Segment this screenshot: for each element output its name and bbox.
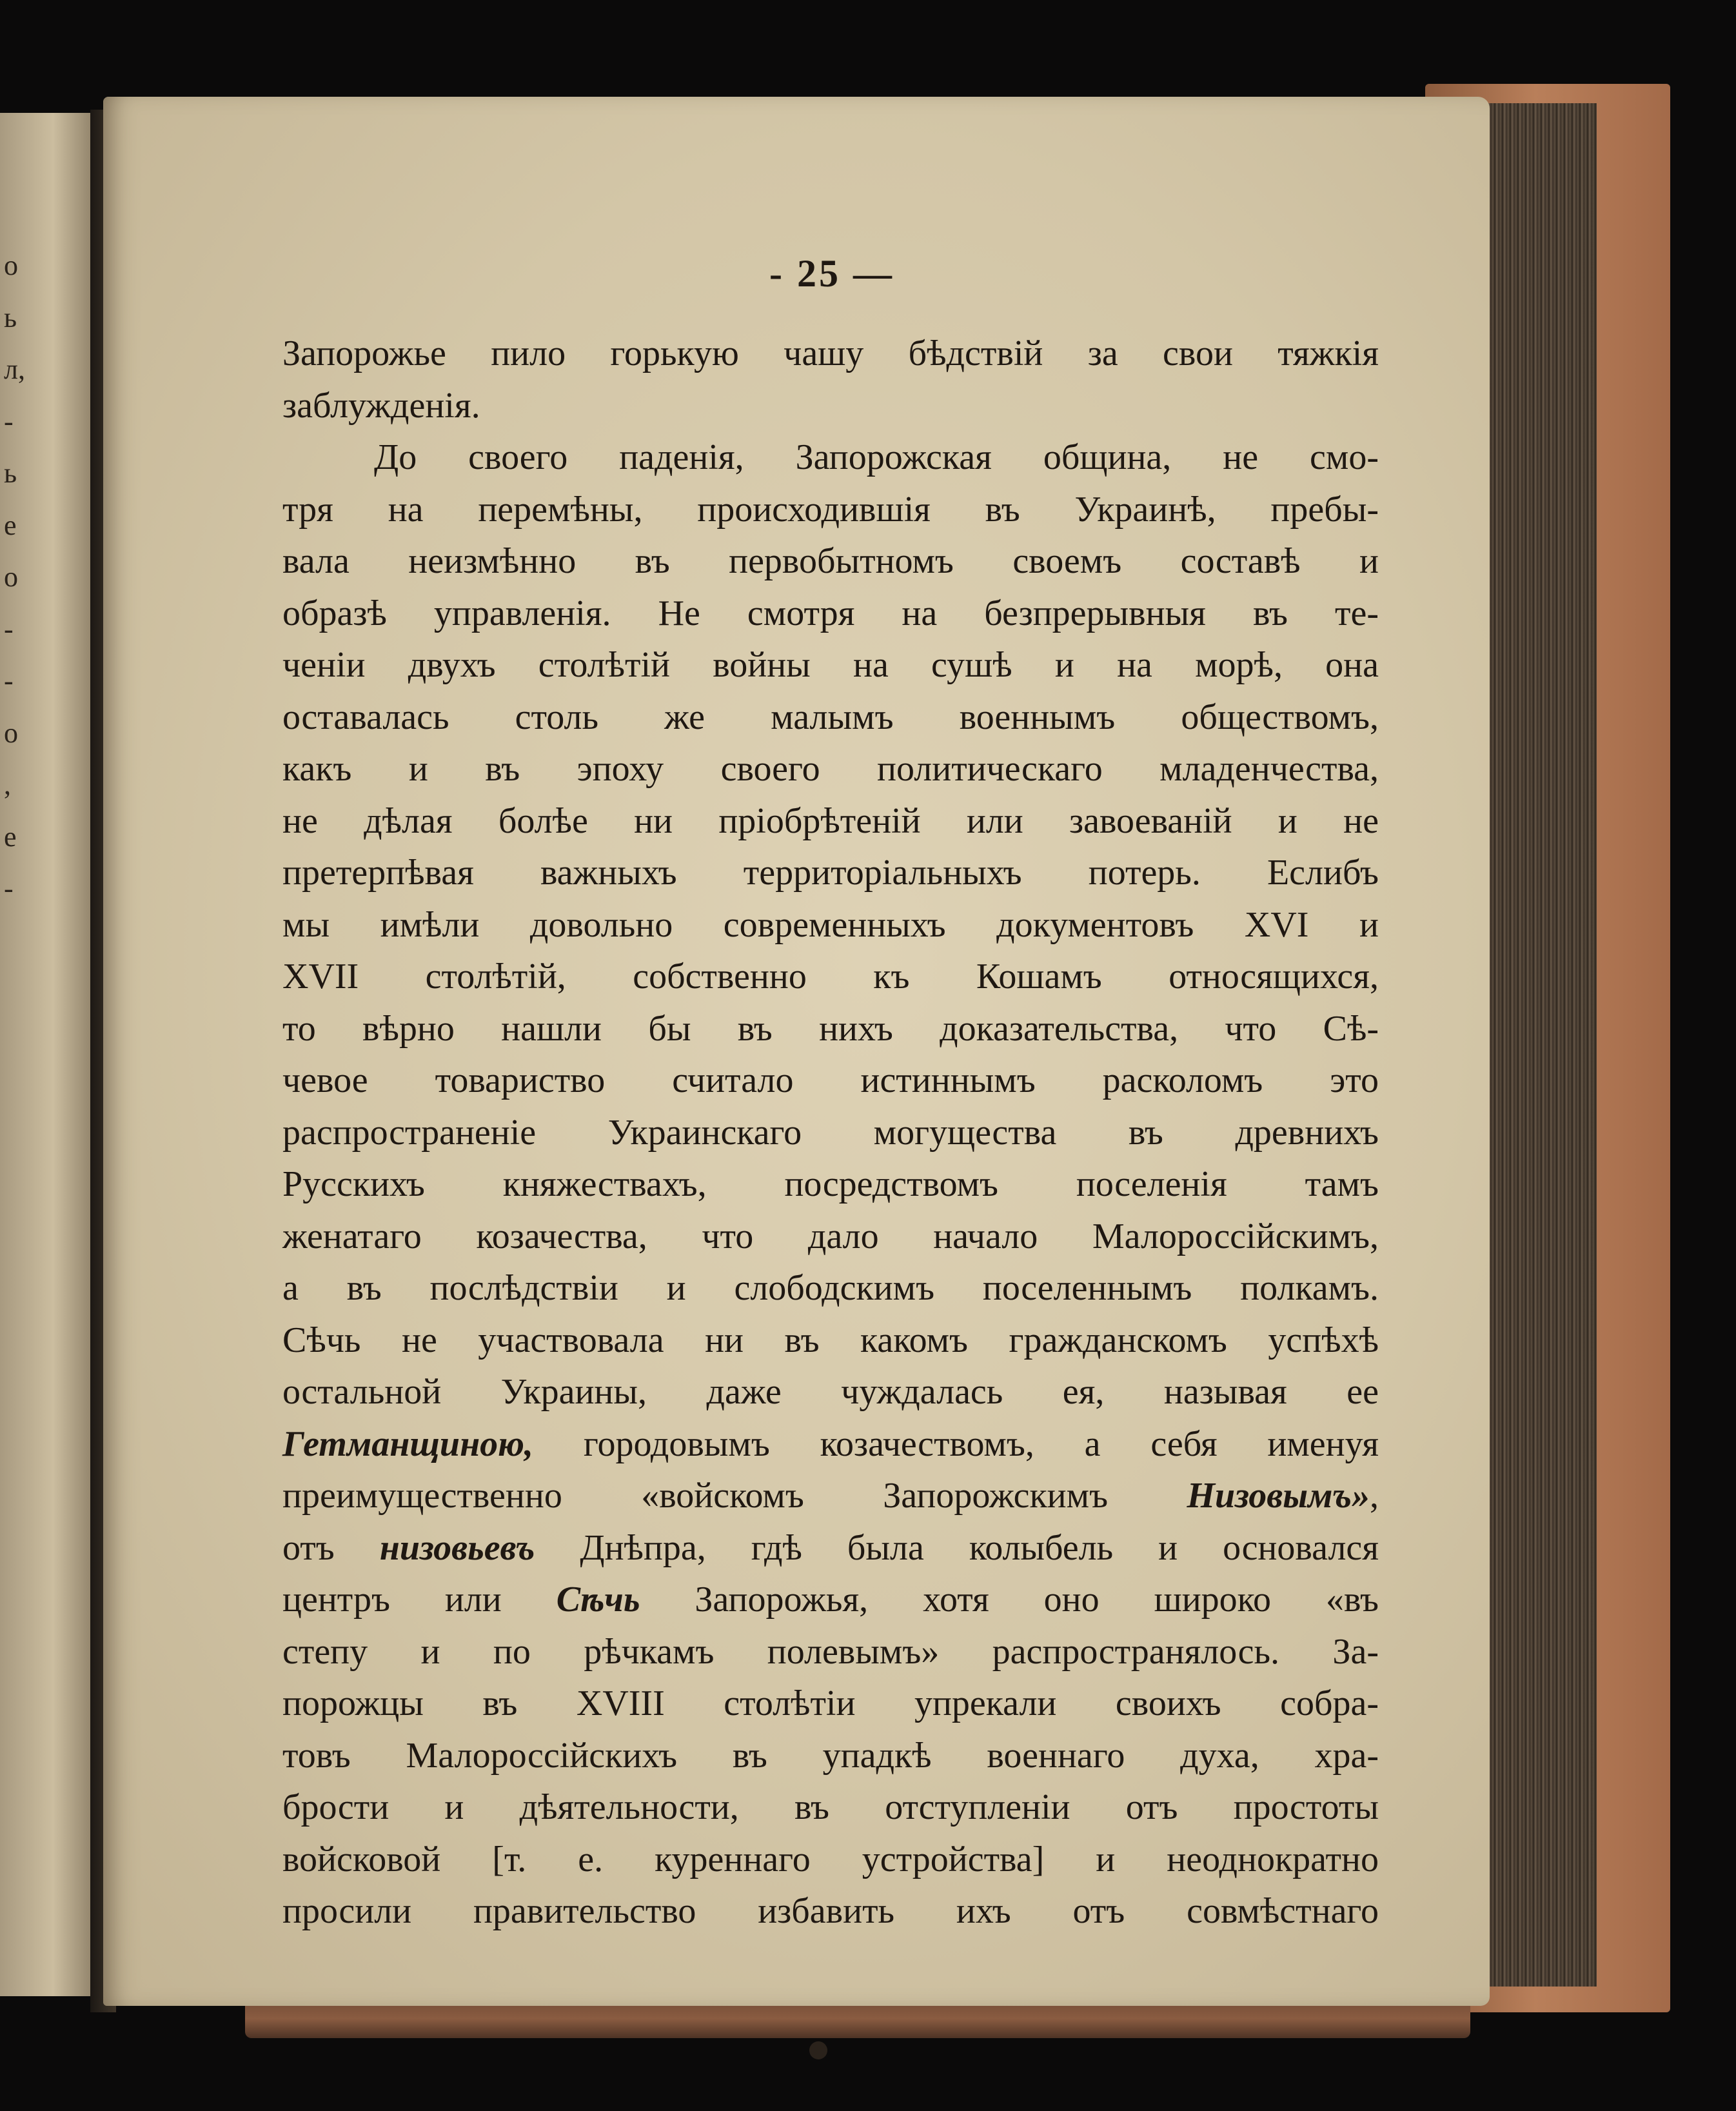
facing-page-glyph: о [4,717,18,749]
facing-page-text [0,113,97,1996]
text-line: претерпѣвая важныхъ территоріальныхъ потерь. Еслибъ [282,853,1379,893]
facing-page-glyph: л, [4,353,25,385]
text-line [282,1581,1379,1618]
text-segment: городовымъ козачествомъ, а себя именуя [533,1424,1379,1464]
facing-page-glyph: , [4,769,11,800]
text-line: то вѣрно нашли бы въ нихъ доказательства, что Сѣ- [282,1009,1379,1049]
facing-page-glyph: е [4,821,17,853]
text-line: товъ Малороссійскихъ въ упадкѣ военнаго духа, хра- [282,1736,1379,1776]
text-line: распространеніе Украинскаго могущества въ древнихъ [282,1113,1379,1153]
text-line: просили правительство избавить ихъ отъ совмѣстнаго [282,1891,1379,1931]
facing-page-glyph: о [4,561,18,593]
emphasized-term: низовьевъ [379,1528,535,1568]
text-line: тря на перемѣны, происходившія въ Украинѣ, пребы- [282,490,1379,530]
facing-page-glyph: - [4,406,14,437]
emphasized-term: Низовымъ» [1187,1476,1370,1516]
text-line: вала неизмѣнно въ первобытномъ своемъ составѣ и [282,541,1379,581]
facing-page-glyph: о [4,250,18,281]
text-line: не дѣлая болѣе ни пріобрѣтеній или завоеваній и не [282,801,1379,841]
text-segment: отъ [282,1528,380,1568]
text-line: порожцы въ XVIII столѣтіи упрекали своихъ собра- [282,1683,1379,1723]
text-line [282,1530,1379,1566]
text-line [282,1426,1379,1462]
text-line: чевое товариство считало истиннымъ расколомъ это [282,1060,1379,1100]
text-line: женатаго козачества, что дало начало Малороссійскимъ, [282,1216,1379,1256]
text-line: остальной Украины, даже чуждалась ея, называя ее [282,1372,1379,1412]
text-line: Русскихъ княжествахъ, посредствомъ поселенія тамъ [282,1164,1379,1204]
text-line: какъ и въ эпоху своего политическаго младенчества, [282,749,1379,789]
text-segment: центръ или [282,1580,557,1620]
emphasized-term: Гетманщиною, [282,1424,534,1464]
text-line: образѣ управленія. Не смотря на безпрерывныя въ те- [282,593,1379,633]
facing-page-glyph: ь [4,302,17,333]
text-line [282,1478,1379,1514]
text-segment: преимущественно «войскомъ Запорожскимъ [282,1476,1187,1516]
text-segment: , [1370,1476,1379,1516]
text-line: Запорожье пило горькую чашу бѣдствій за свои тяжкія [282,333,1379,373]
facing-page [0,113,97,1996]
facing-page-glyph: ь [4,457,17,489]
text-line: До своего паденія, Запорожская община, не смо- [374,437,1379,477]
facing-page-glyph: - [4,873,14,904]
text-line: заблужденія. [282,386,480,426]
book-page [103,97,1490,2006]
text-line: а въ послѣдствіи и слободскимъ поселеннымъ полкамъ. [282,1268,1379,1308]
text-line: мы имѣли довольно современныхъ документовъ XVI и [282,905,1379,945]
page-number: - 25 — [769,252,894,295]
text-line: степу и по рѣчкамъ полевымъ» распространялось. За- [282,1632,1379,1672]
text-line: ченіи двухъ столѣтій войны на сушѣ и на морѣ, она [282,645,1379,685]
text-line: Сѣчь не участвовала ни въ какомъ гражданскомъ успѣхѣ [282,1320,1379,1360]
facing-page-glyph: е [4,510,17,541]
text-line: войсковой [т. е. куреннаго устройства] и неоднократно [282,1839,1379,1879]
text-line: XVII столѣтій, собственно къ Кошамъ относящихся, [282,956,1379,996]
text-line: оставалась столь же малымъ военнымъ обществомъ, [282,697,1379,737]
text-segment: Запорожья, хотя оно широко «въ [640,1580,1379,1620]
printer-mark [809,2041,827,2059]
text-segment: Днѣпра, гдѣ была колыбель и основался [535,1528,1379,1568]
emphasized-term: Сѣчь [556,1580,640,1620]
text-line: брости и дѣятельности, въ отступленіи отъ простоты [282,1787,1379,1827]
facing-page-glyph: - [4,665,14,697]
facing-page-glyph: - [4,613,14,645]
